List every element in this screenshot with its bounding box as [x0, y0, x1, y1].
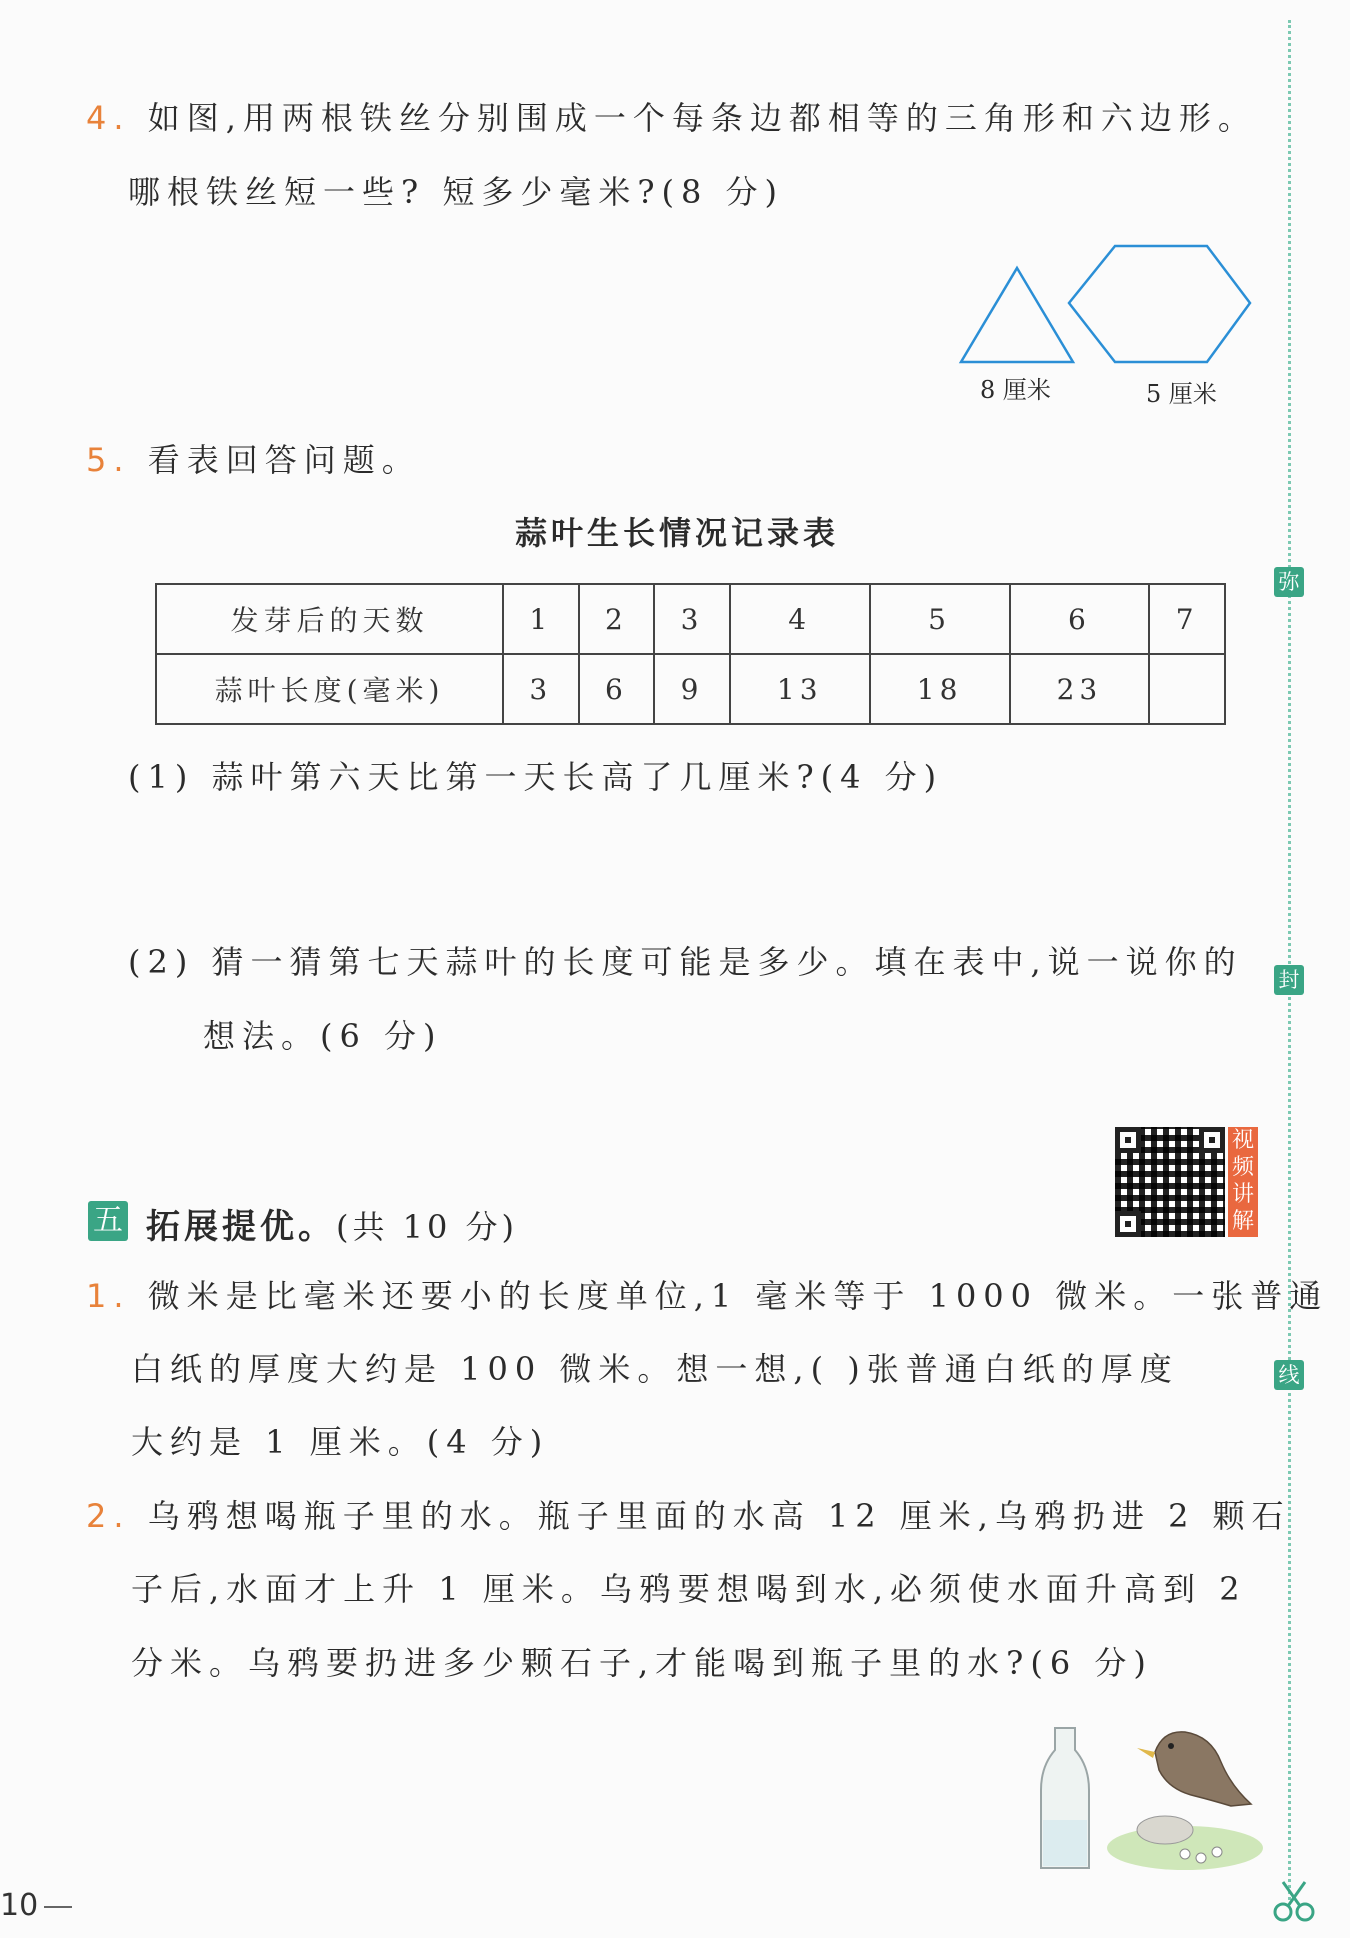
- qr-finder: [1115, 1127, 1141, 1153]
- table-row: [156, 654, 1225, 724]
- q5-sub2-line2: 想法。(6 分): [203, 1017, 443, 1055]
- table-cell: 3: [654, 584, 730, 654]
- p1-line2: 白纸的厚度大约是 100 微米。想一想,( )张普通白纸的厚度: [131, 1350, 1179, 1388]
- table-cell: 4: [730, 584, 870, 654]
- cut-tag-1: 弥: [1274, 567, 1304, 597]
- q5-text: 看表回答问题。: [147, 441, 421, 479]
- growth-table: [155, 583, 1226, 725]
- pebble: [1196, 1853, 1206, 1863]
- bottle-water: [1043, 1820, 1087, 1866]
- q5-sub1: (1) 蒜叶第六天比第一天长高了几厘米?(4 分): [128, 758, 944, 796]
- video-explain-tag[interactable]: 视频讲解: [1228, 1127, 1258, 1237]
- table-cell: 23: [1010, 654, 1150, 724]
- section-title-text: 拓展提优。: [146, 1207, 336, 1247]
- q4-line1: [86, 98, 1257, 138]
- p1-line3: 大约是 1 厘米。(4 分): [131, 1423, 550, 1461]
- p2-line3: 分米。乌鸦要扔进多少颗石子,才能喝到瓶子里的水?(6 分): [131, 1644, 1153, 1682]
- q5-number: 5.: [86, 441, 131, 479]
- table-cell: 9: [654, 654, 730, 724]
- section-badge: 五: [88, 1201, 128, 1241]
- p1-number: 1.: [86, 1277, 131, 1315]
- row1-header: 发芽后的天数: [156, 584, 503, 654]
- p1-text-1: 微米是比毫米还要小的长度单位,1 毫米等于 1000 微米。一张普通: [147, 1277, 1329, 1315]
- triangle-shape: [961, 268, 1073, 362]
- pebble: [1212, 1847, 1222, 1857]
- table-cell: 3: [503, 654, 579, 724]
- qr-code[interactable]: [1115, 1127, 1225, 1237]
- stone-shape: [1137, 1816, 1193, 1844]
- q4-line2: 哪根铁丝短一些? 短多少毫米?(8 分): [128, 173, 784, 211]
- cut-line: [1288, 20, 1291, 1900]
- triangle-label: 8 厘米: [980, 376, 1051, 404]
- table-cell: 18: [870, 654, 1010, 724]
- table-cell: 5: [870, 584, 1010, 654]
- cut-tag-3: 线: [1274, 1360, 1304, 1390]
- table-cell: 1: [503, 584, 579, 654]
- footer-rule: [44, 1906, 72, 1908]
- p2-line1: [86, 1496, 1291, 1536]
- qr-finder: [1199, 1127, 1225, 1153]
- pebble: [1180, 1849, 1190, 1859]
- q5-line: [86, 440, 421, 480]
- table-cell: 6: [579, 654, 655, 724]
- qr-finder: [1115, 1211, 1141, 1237]
- hexagon-shape: [1069, 246, 1250, 362]
- crow-eye: [1168, 1743, 1174, 1749]
- crow-bottle-illustration: [1035, 1700, 1265, 1880]
- p2-number: 2.: [86, 1497, 131, 1535]
- table-cell: 13: [730, 654, 870, 724]
- table-cell: 7: [1149, 584, 1225, 654]
- row2-header: 蒜叶长度(毫米): [156, 654, 503, 724]
- q5-sub2-line1: (2) 猜一猜第七天蒜叶的长度可能是多少。填在表中,说一说你的: [128, 943, 1243, 981]
- p1-line1: [86, 1276, 1328, 1316]
- page-number: 10: [0, 1888, 39, 1923]
- table-cell: 2: [579, 584, 655, 654]
- table-cell: 6: [1010, 584, 1150, 654]
- scissors-icon: [1272, 1878, 1318, 1924]
- table-title: 蒜叶生长情况记录表: [515, 514, 840, 552]
- table-row: [156, 584, 1225, 654]
- section-score: (共 10 分): [336, 1208, 519, 1246]
- hexagon-label: 5 厘米: [1146, 380, 1217, 408]
- q4-number: 4.: [86, 99, 131, 137]
- q4-text-1: 如图,用两根铁丝分别围成一个每条边都相等的三角形和六边形。: [147, 99, 1257, 137]
- cut-tag-2: 封: [1274, 965, 1304, 995]
- p2-line2: 子后,水面才上升 1 厘米。乌鸦要想喝到水,必须使水面升高到 2: [131, 1570, 1247, 1608]
- p2-text-1: 乌鸦想喝瓶子里的水。瓶子里面的水高 12 厘米,乌鸦扔进 2 颗石: [147, 1497, 1291, 1535]
- answer-cell[interactable]: [1149, 654, 1225, 724]
- crow-beak: [1137, 1748, 1155, 1758]
- section-title: [146, 1199, 518, 1248]
- crow-body: [1155, 1732, 1251, 1806]
- shapes-figure: [955, 240, 1265, 370]
